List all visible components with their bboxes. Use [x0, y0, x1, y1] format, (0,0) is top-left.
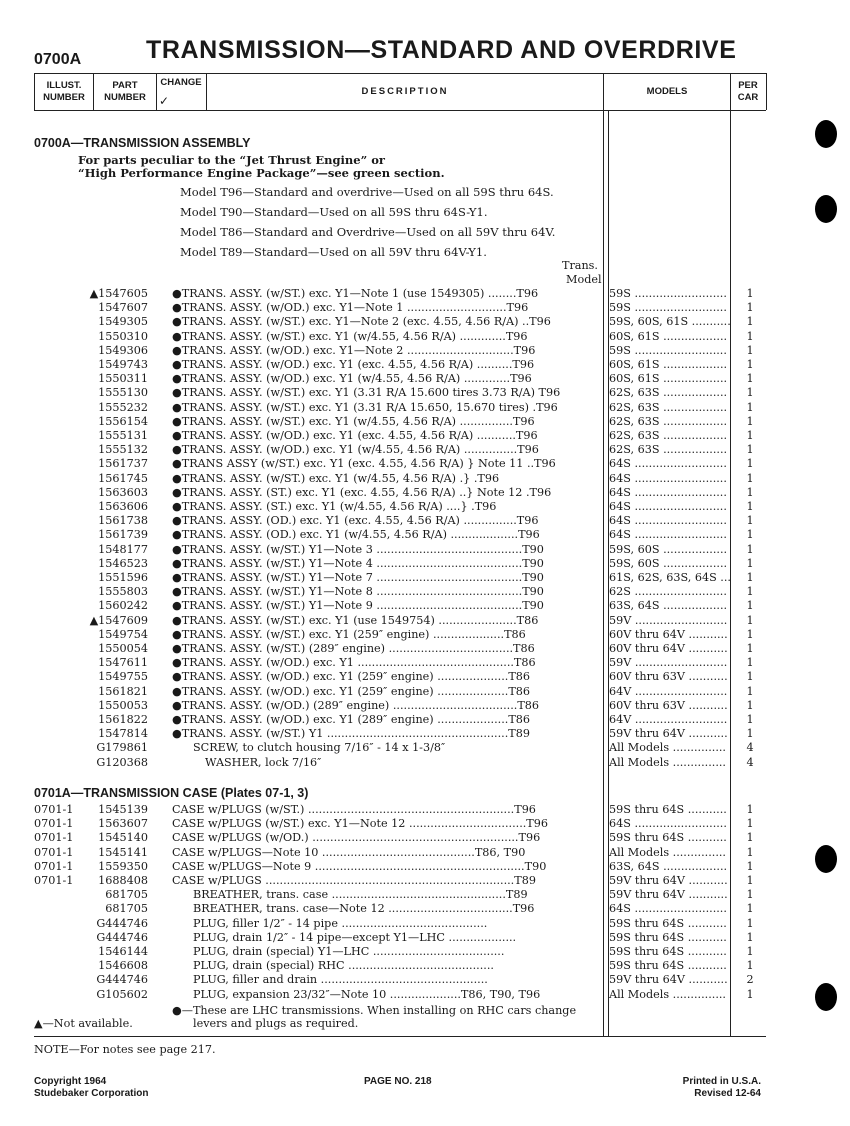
per-car-qty: 1	[746, 542, 754, 556]
part-number: 1563607	[98, 817, 148, 831]
part-number: 1550053	[98, 698, 148, 712]
part-description: ●TRANS. ASSY. (OD.) exc. Y1 (w/4.55, 4.56 R/A) ...................T96	[172, 528, 540, 542]
part-number: 1561821	[98, 684, 148, 698]
part-number: 1549743	[98, 358, 148, 371]
part-number: 1555132	[98, 443, 148, 457]
per-car-qty: 1	[746, 429, 754, 442]
table-row	[0, 429, 850, 443]
per-car-qty: 1	[746, 727, 754, 741]
copyright: Copyright 1964	[34, 1076, 107, 1087]
part-description: ●TRANS. ASSY. (w/OD.) exc. Y1—Note 1 ............................T96	[172, 301, 529, 315]
part-number: 1546144	[98, 945, 148, 958]
table-row	[0, 358, 850, 372]
section-title: 0701A—TRANSMISSION CASE (Plates 07-1, 3)	[34, 786, 309, 800]
trans-model-label: Trans.	[562, 259, 598, 272]
per-car-qty: 1	[746, 713, 754, 726]
part-description: ●TRANS. ASSY. (w/ST.) Y1—Note 7 .........................................T90	[172, 571, 544, 584]
part-description: ●TRANS. ASSY. (w/ST.) Y1—Note 3 .........................................T90	[172, 542, 544, 556]
table-row	[0, 457, 850, 471]
table-row	[0, 557, 850, 571]
per-car-qty: 1	[746, 372, 754, 386]
per-car-qty: 1	[746, 916, 754, 930]
part-number: 1545140	[98, 831, 148, 845]
part-description: CASE w/PLUGS (w/ST.) ..........................................................T96	[172, 803, 536, 816]
table-top-border	[34, 73, 766, 74]
printed-in: Printed in U.S.A.	[682, 1076, 761, 1087]
part-description: ●TRANS. ASSY. (w/OD.) exc. Y1 (exc. 4.55, 4.56 R/A) ...........T96	[172, 429, 538, 442]
part-description: ●TRANS. ASSY. (w/ST.) exc. Y1—Note 2 (exc. 4.55, 4.56 R/A) ..T96	[172, 315, 551, 329]
part-description: ●TRANS. ASSY. (w/ST.) Y1—Note 8 .........................................T90	[172, 585, 544, 599]
part-description: BREATHER, trans. case .................................................T89	[193, 888, 528, 902]
frame-right	[766, 73, 767, 110]
table-row	[0, 902, 850, 916]
per-car-qty: 1	[746, 698, 754, 712]
part-number: 1561822	[98, 713, 148, 726]
part-description: ●TRANS. ASSY. (w/ST.) exc. Y1 (259″ engine) ....................T86	[172, 627, 526, 641]
table-row	[0, 959, 850, 973]
per-car-qty: 1	[746, 656, 754, 670]
models-cell: 61S, 62S, 63S, 64S ...	[609, 571, 731, 584]
part-number: 1549306	[98, 343, 148, 357]
per-car-qty: 1	[746, 301, 754, 315]
part-number: 1559350	[98, 859, 148, 873]
table-row	[0, 642, 850, 656]
page-number: PAGE NO. 218	[364, 1076, 432, 1087]
table-row	[0, 571, 850, 585]
part-description: ●TRANS. ASSY. (w/OD.) exc. Y1 (w/4.55, 4.56 R/A) ...............T96	[172, 443, 539, 457]
section-note: “High Performance Engine Package”—see green section.	[78, 166, 445, 180]
models-cell: 60V thru 63V ...........	[609, 670, 728, 684]
part-description: ●TRANS. ASSY. (w/OD.) exc. Y1 (w/4.55, 4.56 R/A) .............T96	[172, 372, 532, 386]
table-row	[0, 803, 850, 817]
part-description: ●TRANS. ASSY. (w/OD.) exc. Y1 (259″ engine) ....................T86	[172, 684, 531, 698]
part-description: ●TRANS. ASSY. (w/ST.) exc. Y1 (use 1549754) ......................T86	[172, 613, 539, 627]
table-row	[0, 846, 850, 860]
per-car-qty: 1	[746, 987, 754, 1001]
per-car-qty: 1	[746, 400, 754, 414]
col-description-header: DESCRIPTION	[361, 86, 449, 97]
part-number: 1555232	[98, 400, 148, 414]
legend-note: levers and plugs as required.	[193, 1017, 359, 1030]
per-car-qty: 1	[746, 315, 754, 329]
per-car-qty: 2	[746, 973, 754, 987]
table-row	[0, 486, 850, 500]
models-cell: 59S ..........................	[609, 287, 727, 300]
models-cell: 60S, 61S ..................	[609, 358, 728, 371]
part-number: 1555130	[98, 386, 148, 400]
part-description: ●TRANS ASSY (w/ST.) exc. Y1 (exc. 4.55, 4.56 R/A) } Note 11 ..T96	[172, 457, 556, 471]
table-row	[0, 756, 850, 770]
check-mark-icon: ✓	[159, 94, 170, 108]
table-row	[0, 287, 850, 301]
part-description: ●TRANS. ASSY. (w/ST.) Y1 ...................................................T89	[172, 727, 530, 741]
per-car-qty: 1	[746, 874, 754, 887]
table-bottom-border	[34, 1036, 766, 1037]
table-row	[0, 543, 850, 557]
legend-note: ●—These are LHC transmissions. When installing on RHC cars change	[172, 1004, 577, 1017]
per-car-qty: 1	[746, 585, 754, 599]
part-number: 1547607	[98, 301, 148, 315]
per-car-qty: 4	[746, 755, 754, 769]
model-line: Model T86—Standard and Overdrive—Used on all 59V thru 64V.	[180, 225, 556, 239]
part-description: ●TRANS. ASSY. (w/ST.) Y1—Note 9 .........................................T90	[172, 599, 544, 613]
table-row	[0, 727, 850, 741]
models-cell: 59S ..........................	[609, 343, 727, 357]
part-number: 1550310	[98, 329, 148, 343]
part-description: ●TRANS. ASSY. (w/OD.) exc. Y1 ............................................T86	[172, 656, 536, 670]
per-car-qty: 1	[746, 485, 754, 499]
models-cell: 64V ..........................	[609, 684, 728, 698]
table-row	[0, 401, 850, 415]
part-description: ●TRANS. ASSY. (w/ST.) exc. Y1 (w/4.55, 4.56 R/A) ...............T96	[172, 414, 535, 428]
part-number: 1546608	[98, 959, 148, 973]
models-cell: 60S, 61S ..................	[609, 329, 728, 343]
models-cell: 62S, 63S ..................	[609, 400, 728, 414]
illus-number: 0701-1	[34, 817, 74, 831]
per-car-qty: 1	[746, 329, 754, 343]
models-cell: 64S ..........................	[609, 485, 727, 499]
per-car-qty: 1	[746, 414, 754, 428]
table-row	[0, 831, 850, 845]
per-car-qty: 4	[746, 741, 754, 755]
per-car-qty: 1	[746, 613, 754, 627]
models-cell: 59S, 60S ..................	[609, 542, 728, 556]
models-cell: 64V ..........................	[609, 713, 728, 726]
not-available-legend: ▲—Not available.	[34, 1017, 133, 1030]
part-description: ●TRANS. ASSY. (ST.) exc. Y1 (exc. 4.55, 4.56 R/A) ..} Note 12 .T96	[172, 485, 552, 499]
models-cell: 62S, 63S ..................	[609, 386, 728, 400]
per-car-qty: 1	[746, 386, 754, 400]
table-row	[0, 874, 850, 888]
per-car-qty: 1	[746, 500, 754, 513]
models-cell: 62S ..........................	[609, 585, 727, 599]
section-title: 0700A—TRANSMISSION ASSEMBLY	[34, 136, 251, 150]
notes-reference: NOTE—For notes see page 217.	[34, 1043, 216, 1056]
part-number: G105602	[96, 987, 148, 1001]
table-row	[0, 585, 850, 599]
part-description: ●TRANS. ASSY. (w/ST.) Y1—Note 4 .........................................T90	[172, 556, 544, 570]
per-car-qty: 1	[746, 817, 754, 831]
part-description: CASE w/PLUGS (w/OD.) ..........................................................T96	[172, 831, 541, 845]
part-number: 1547814	[98, 727, 148, 741]
col-divider	[156, 73, 157, 110]
part-description: PLUG, drain 1/2″ - 14 pipe—except Y1—LHC ...................	[193, 930, 517, 944]
per-car-qty: 1	[746, 528, 754, 542]
table-row	[0, 330, 850, 344]
part-description: PLUG, filler 1/2″ - 14 pipe .........................................	[193, 916, 488, 930]
part-number: 1547611	[98, 656, 148, 670]
illus-number: 0701-1	[34, 845, 74, 859]
models-cell: 59V thru 64V ...........	[609, 973, 728, 987]
per-car-qty: 1	[746, 571, 754, 584]
part-number: G444746	[96, 930, 148, 944]
table-row	[0, 443, 850, 457]
col-divider	[93, 73, 94, 110]
part-description: PLUG, expansion 23/32″—Note 10 ....................T86, T90, T96	[193, 987, 541, 1001]
per-car-qty: 1	[746, 831, 754, 845]
models-cell: 59V thru 64V ...........	[609, 874, 728, 887]
models-cell: 59V thru 64V ...........	[609, 888, 728, 902]
table-row	[0, 500, 850, 514]
part-number: 681705	[105, 902, 148, 916]
models-cell: 62S, 63S ..................	[609, 414, 728, 428]
table-row	[0, 315, 850, 329]
part-description: ●TRANS. ASSY. (w/ST.) exc. Y1 (3.31 R/A 15.650, 15.670 tires) .T96	[172, 400, 558, 414]
models-cell: All Models ...............	[609, 741, 726, 755]
per-car-qty: 1	[746, 343, 754, 357]
section-note: For parts peculiar to the “Jet Thrust Engine” or	[78, 153, 385, 167]
part-number: 1561739	[98, 528, 148, 542]
part-description: ●TRANS. ASSY. (w/ST.) exc. Y1 (w/4.55, 4.56 R/A) .} .T96	[172, 471, 500, 485]
part-description: ●TRANS. ASSY. (w/OD.) exc. Y1 (exc. 4.55, 4.56 R/A) ..........T96	[172, 358, 535, 371]
part-number: 1556154	[98, 414, 148, 428]
part-number: 1555803	[98, 585, 148, 599]
per-car-qty: 1	[746, 859, 754, 873]
models-cell: All Models ...............	[609, 845, 726, 859]
table-row	[0, 628, 850, 642]
models-cell: 64S ..........................	[609, 457, 727, 471]
section-code: 0700A	[34, 51, 82, 68]
part-number: 681705	[105, 888, 148, 902]
table-row	[0, 415, 850, 429]
models-cell: 64S ..........................	[609, 902, 727, 916]
models-cell: 59V ..........................	[609, 613, 728, 627]
models-cell: 64S ..........................	[609, 528, 727, 542]
part-description: ●TRANS. ASSY. (w/OD.) exc. Y1 (259″ engine) ....................T86	[172, 670, 531, 684]
part-number: ▲1547605	[89, 287, 148, 300]
per-car-qty: 1	[746, 457, 754, 471]
col-models-header: MODELS	[646, 86, 688, 97]
per-car-qty: 1	[746, 945, 754, 958]
model-line: Model T96—Standard and overdrive—Used on all 59S thru 64S.	[180, 185, 554, 199]
part-description: CASE w/PLUGS (w/ST.) exc. Y1—Note 12 .................................T96	[172, 817, 549, 831]
part-description: WASHER, lock 7/16″	[205, 755, 322, 769]
table-row	[0, 973, 850, 987]
model-line: Model T90—Standard—Used on all 59S thru 64S-Y1.	[180, 205, 488, 219]
table-row	[0, 945, 850, 959]
part-description: ●TRANS. ASSY. (w/OD.) exc. Y1 (289″ engine) ....................T86	[172, 713, 531, 726]
table-row	[0, 817, 850, 831]
table-row	[0, 685, 850, 699]
table-row	[0, 888, 850, 902]
models-cell: 59S thru 64S ...........	[609, 831, 727, 845]
part-number: 1545139	[98, 803, 148, 816]
model-line: Model T89—Standard—Used on all 59V thru 64V-Y1.	[180, 245, 487, 259]
col-change-header: CHANGE	[160, 77, 202, 88]
table-row	[0, 931, 850, 945]
per-car-qty: 1	[746, 471, 754, 485]
models-cell: 59S, 60S, 61S ...........	[609, 315, 731, 329]
part-description: ●TRANS. ASSY. (w/ST.) exc. Y1 (3.31 R/A 15.600 tires 3.73 R/A) T96	[172, 386, 561, 400]
per-car-qty: 1	[746, 287, 754, 300]
illus-number: 0701-1	[34, 803, 74, 816]
part-number: 1688408	[98, 874, 148, 887]
part-description: ●TRANS. ASSY. (w/OD.) (289″ engine) ...................................T86	[172, 698, 540, 712]
copyright: Studebaker Corporation	[34, 1088, 149, 1099]
models-cell: All Models ...............	[609, 755, 726, 769]
table-row	[0, 670, 850, 684]
table-row	[0, 860, 850, 874]
part-description: ●TRANS. ASSY. (w/ST.) exc. Y1 (w/4.55, 4.56 R/A) .............T96	[172, 329, 528, 343]
part-number: 1563606	[98, 500, 148, 513]
part-description: ●TRANS. ASSY. (w/OD.) exc. Y1—Note 2 ..............................T96	[172, 343, 536, 357]
models-cell: 60V thru 64V ...........	[609, 627, 728, 641]
models-cell: 63S, 64S ..................	[609, 859, 728, 873]
table-row	[0, 472, 850, 486]
models-cell: 60S, 61S ..................	[609, 372, 728, 386]
models-cell: 59S thru 64S ...........	[609, 959, 727, 973]
part-number: 1561745	[98, 471, 148, 485]
table-row	[0, 988, 850, 1002]
part-description: ●TRANS. ASSY. (w/ST.) (289″ engine) ...................................T86	[172, 642, 535, 655]
per-car-qty: 1	[746, 959, 754, 973]
trans-model-label: Model	[566, 273, 602, 286]
table-row	[0, 656, 850, 670]
part-number: 1548177	[98, 542, 148, 556]
models-cell: 64S ..........................	[609, 500, 727, 513]
col-illus-header: ILLUST. NUMBER	[43, 80, 85, 103]
revised-date: Revised 12-64	[694, 1088, 761, 1099]
models-cell: 59S thru 64S ...........	[609, 803, 727, 816]
table-row	[0, 713, 850, 727]
part-number: 1550311	[98, 372, 148, 386]
part-number: 1550054	[98, 642, 148, 655]
part-number: 1549754	[98, 627, 148, 641]
per-car-qty: 1	[746, 514, 754, 528]
models-cell: 62S, 63S ..................	[609, 429, 728, 442]
models-cell: 63S, 64S ..................	[609, 599, 728, 613]
page-title: TRANSMISSION—STANDARD AND OVERDRIVE	[146, 36, 737, 64]
part-number: 1555131	[98, 429, 148, 442]
models-cell: 59S ..........................	[609, 301, 727, 315]
part-description: SCREW, to clutch housing 7/16″ - 14 x 1-3/8″	[193, 741, 446, 755]
table-row	[0, 599, 850, 613]
col-percar-header: PER CAR	[737, 80, 759, 103]
illus-number: 0701-1	[34, 831, 74, 845]
models-cell: 64S ..........................	[609, 471, 727, 485]
part-number: 1561737	[98, 457, 148, 471]
per-car-qty: 1	[746, 888, 754, 902]
binder-hole-icon	[815, 195, 837, 223]
part-description: ●TRANS. ASSY. (ST.) exc. Y1 (w/4.55, 4.56 R/A) ....} .T96	[172, 500, 497, 513]
part-description: BREATHER, trans. case—Note 12 ...................................T96	[193, 902, 535, 916]
per-car-qty: 1	[746, 930, 754, 944]
part-number: 1551596	[98, 571, 148, 584]
per-car-qty: 1	[746, 556, 754, 570]
table-row	[0, 301, 850, 315]
table-row	[0, 344, 850, 358]
part-description: CASE w/PLUGS—Note 10 ...........................................T86, T90	[172, 845, 526, 859]
illus-number: 0701-1	[34, 859, 74, 873]
part-number: 1561738	[98, 514, 148, 528]
part-number: 1549305	[98, 315, 148, 329]
per-car-qty: 1	[746, 670, 754, 684]
models-cell: All Models ...............	[609, 987, 726, 1001]
part-number: G120368	[96, 755, 148, 769]
part-number: 1549755	[98, 670, 148, 684]
part-number: ▲1547609	[89, 613, 148, 627]
models-cell: 64S ..........................	[609, 817, 727, 831]
frame-left	[34, 73, 35, 110]
per-car-qty: 1	[746, 642, 754, 655]
table-row	[0, 614, 850, 628]
table-row	[0, 917, 850, 931]
col-part-header: PART NUMBER	[104, 80, 146, 103]
header-bottom-border	[34, 110, 766, 111]
per-car-qty: 1	[746, 902, 754, 916]
models-cell: 64S ..........................	[609, 514, 727, 528]
per-car-qty: 1	[746, 845, 754, 859]
per-car-qty: 1	[746, 684, 754, 698]
models-cell: 60V thru 64V ...........	[609, 642, 728, 655]
part-description: PLUG, drain (special) RHC .........................................	[193, 959, 494, 973]
part-description: CASE w/PLUGS—Note 9 ...........................................................T90	[172, 859, 547, 873]
per-car-qty: 1	[746, 803, 754, 816]
per-car-qty: 1	[746, 358, 754, 371]
per-car-qty: 1	[746, 627, 754, 641]
per-car-qty: 1	[746, 443, 754, 457]
part-description: PLUG, drain (special) Y1—LHC .....................................	[193, 945, 505, 958]
part-description: ●TRANS. ASSY. (OD.) exc. Y1 (exc. 4.55, 4.56 R/A) ...............T96	[172, 514, 539, 528]
models-cell: 60V thru 63V ...........	[609, 698, 728, 712]
part-number: G444746	[96, 973, 148, 987]
models-cell: 59S thru 64S ...........	[609, 945, 727, 958]
part-number: 1563603	[98, 485, 148, 499]
table-row	[0, 386, 850, 400]
part-description: ●TRANS. ASSY. (w/ST.) exc. Y1—Note 1 (use 1549305) ........T96	[172, 287, 539, 300]
table-row	[0, 514, 850, 528]
part-description: CASE w/PLUGS ......................................................................T89	[172, 874, 536, 887]
models-cell: 59S, 60S ..................	[609, 556, 728, 570]
table-row	[0, 372, 850, 386]
binder-hole-icon	[815, 120, 837, 148]
part-number: 1560242	[98, 599, 148, 613]
models-cell: 59S thru 64S ...........	[609, 930, 727, 944]
part-number: 1546523	[98, 556, 148, 570]
table-row	[0, 741, 850, 755]
part-number: G179861	[96, 741, 148, 755]
models-cell: 59V ..........................	[609, 656, 728, 670]
illus-number: 0701-1	[34, 874, 74, 887]
models-cell: 59S thru 64S ...........	[609, 916, 727, 930]
models-cell: 59V thru 64V ...........	[609, 727, 728, 741]
table-row	[0, 699, 850, 713]
per-car-qty: 1	[746, 599, 754, 613]
part-number: G444746	[96, 916, 148, 930]
part-description: PLUG, filler and drain ...............................................	[193, 973, 488, 987]
models-cell: 62S, 63S ..................	[609, 443, 728, 457]
part-number: 1545141	[98, 845, 148, 859]
table-row	[0, 528, 850, 542]
